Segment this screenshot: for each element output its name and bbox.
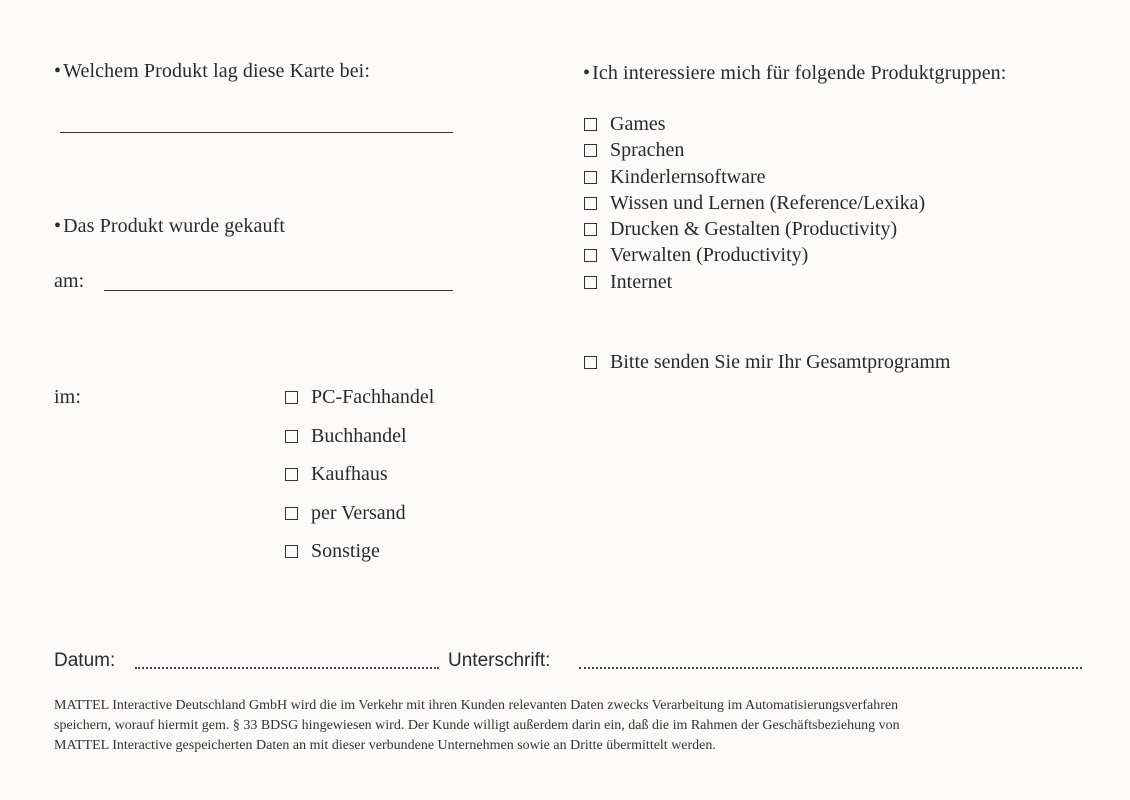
group-option-kinderlernsoftware[interactable] (584, 166, 766, 189)
group-option-drucken[interactable] (584, 218, 897, 241)
checkbox[interactable] (584, 276, 597, 289)
bullet: • (54, 215, 62, 237)
checkbox[interactable] (584, 223, 597, 236)
option-label: Buchhandel (311, 425, 407, 447)
place-option-per-versand[interactable] (285, 502, 406, 525)
legal-line: MATTEL Interactive gespeicherten Daten an mit dieser verbundene Unternehmen sowie an Dritte übermittelt werden. (54, 738, 716, 753)
option-label: per Versand (311, 502, 406, 524)
group-option-sprachen[interactable] (584, 139, 684, 162)
bullet: • (583, 62, 591, 84)
product-name-field[interactable] (60, 132, 453, 133)
purchase-heading-text: Das Produkt wurde gekauft (63, 215, 286, 237)
group-option-internet[interactable] (584, 271, 672, 294)
option-label: Games (610, 113, 666, 135)
option-label: Verwalten (Productivity) (610, 244, 809, 266)
catalog-request-option[interactable] (584, 351, 950, 374)
place-option-kaufhaus[interactable] (285, 463, 388, 486)
option-label: Sprachen (610, 139, 685, 161)
checkbox[interactable] (285, 430, 298, 443)
checkbox[interactable] (584, 249, 597, 262)
checkbox[interactable] (584, 144, 597, 157)
group-option-games[interactable] (584, 113, 666, 136)
legal-line: MATTEL Interactive Deutschland GmbH wird die im Verkehr mit ihren Kunden relevanten Daten zwecks Verarbeitung im Automatisierungsverfahren (54, 698, 899, 713)
interest-heading (583, 62, 1006, 85)
purchase-date-label: am: (54, 270, 85, 292)
place-option-buchhandel[interactable] (285, 425, 407, 448)
group-option-wissen[interactable] (584, 192, 925, 215)
legal-line: speichern, worauf hiermit gem. § 33 BDSG hingewiesen wird. Der Kunde willigt außerdem darin ein, daß die im Rahmen der Geschäftsbeziehung von (54, 718, 900, 733)
option-label: PC-Fachhandel (311, 386, 435, 408)
checkbox[interactable] (285, 468, 298, 481)
option-label: Internet (610, 271, 673, 293)
option-label: Kinderlernsoftware (610, 166, 766, 188)
purchase-place-label: im: (54, 386, 81, 408)
checkbox[interactable] (584, 171, 597, 184)
option-label: Bitte senden Sie mir Ihr Gesamtprogramm (610, 351, 951, 373)
checkbox[interactable] (584, 118, 597, 131)
purchase-heading (54, 215, 285, 238)
place-option-pc-fachhandel[interactable] (285, 386, 434, 409)
date-label: Datum: (54, 650, 116, 671)
option-label: Wissen und Lernen (Reference/Lexika) (610, 192, 926, 214)
bullet: • (54, 60, 62, 82)
option-label: Drucken & Gestalten (Productivity) (610, 218, 898, 240)
signature-label: Unterschrift: (448, 650, 551, 671)
signature-field[interactable] (579, 667, 1082, 669)
checkbox[interactable] (584, 356, 597, 369)
product-question-text: Welchem Produkt lag diese Karte bei: (63, 60, 371, 82)
purchase-date-field[interactable] (104, 290, 453, 291)
option-label: Kaufhaus (311, 463, 388, 485)
place-option-sonstige[interactable] (285, 540, 380, 563)
checkbox[interactable] (285, 507, 298, 520)
option-label: Sonstige (311, 540, 380, 562)
product-question (54, 60, 370, 83)
interest-heading-text: Ich interessiere mich für folgende Produktgruppen: (592, 62, 1007, 84)
legal-notice (54, 696, 1084, 756)
checkbox[interactable] (285, 545, 298, 558)
checkbox[interactable] (584, 197, 597, 210)
date-field[interactable] (135, 667, 439, 669)
group-option-verwalten[interactable] (584, 244, 808, 267)
checkbox[interactable] (285, 391, 298, 404)
